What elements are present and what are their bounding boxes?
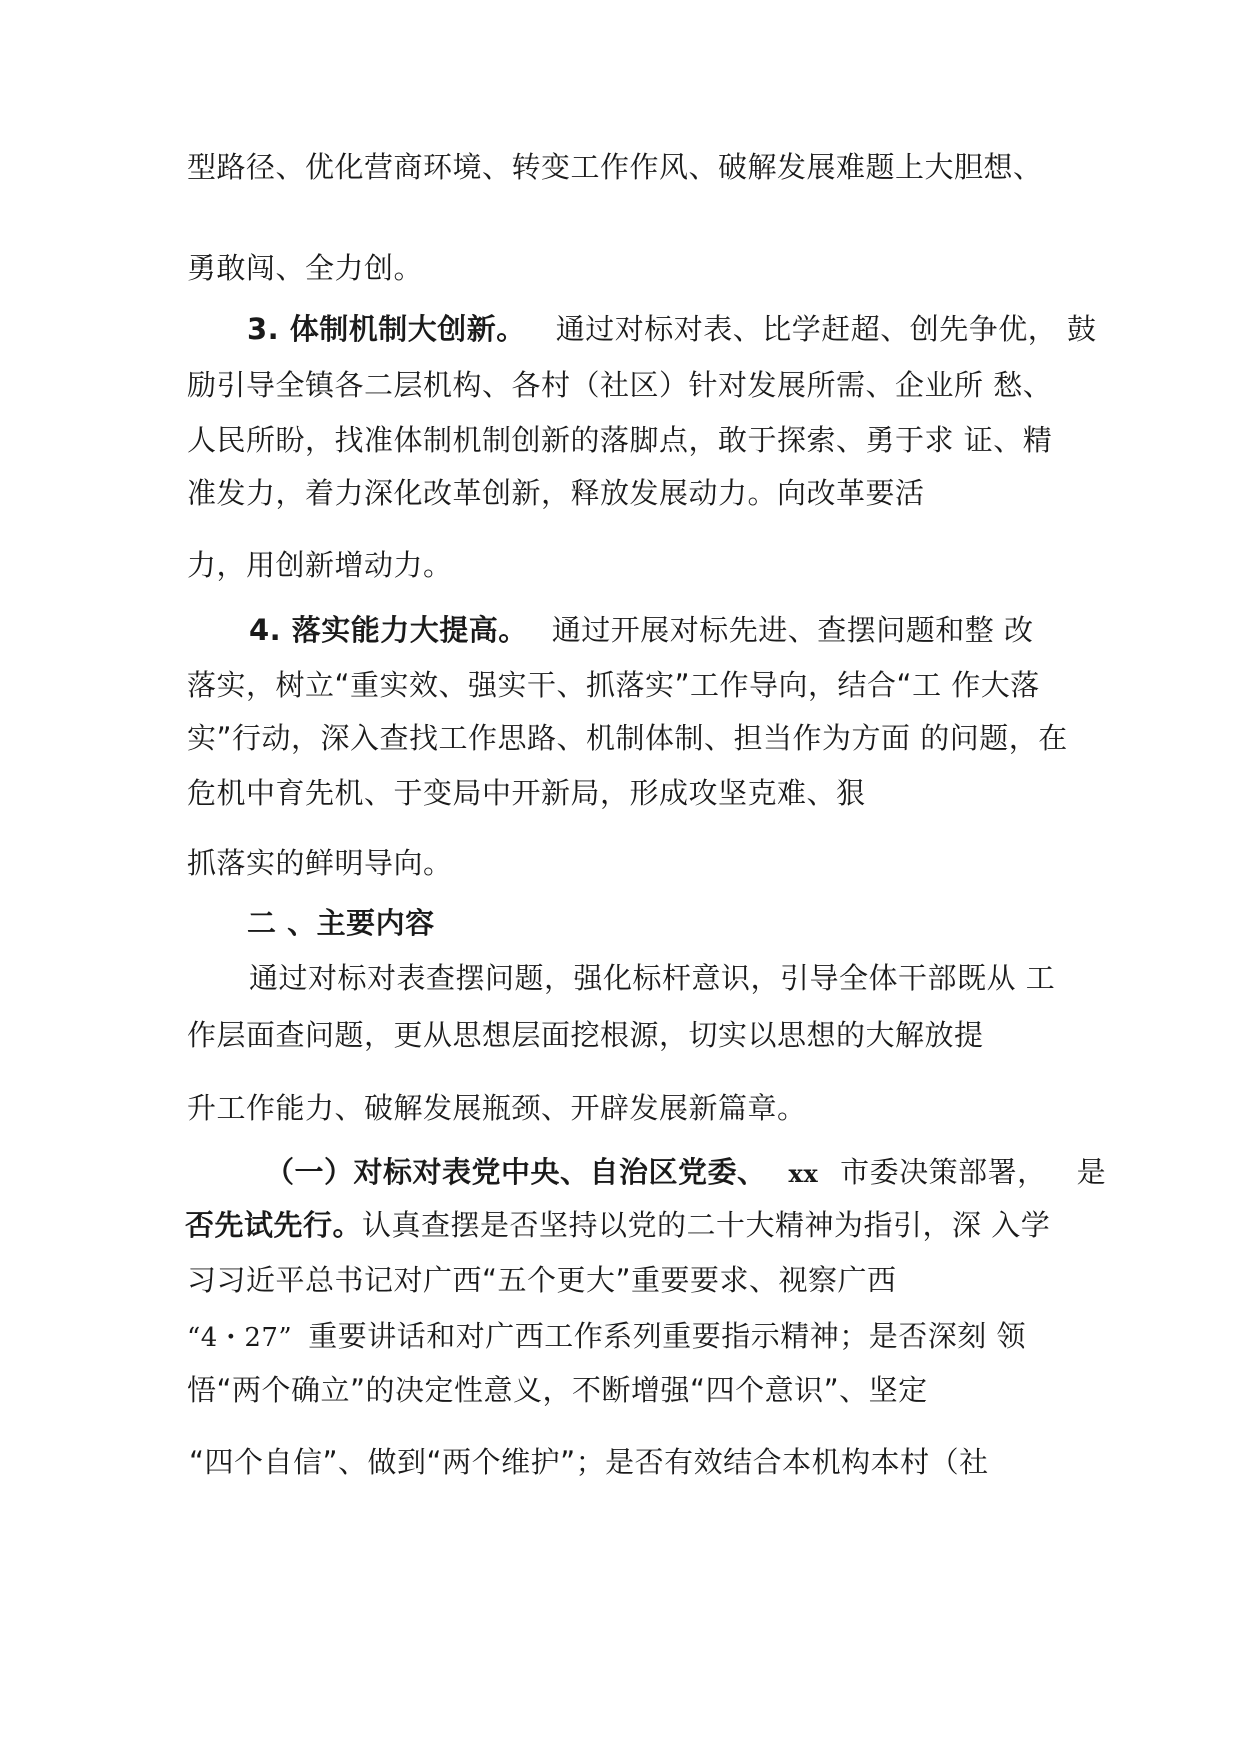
text-segment: 实”行动，深入查找工作思路、机制体制、担当作为方面 的问题，在 [187,721,1068,755]
text-segment: 力，用创新增动力。 [187,548,453,582]
numbered-heading-4 [249,610,1034,650]
text-segment: 通过对标对表查摆问题，强化标杆意识，引导全体干部既从 工 [249,961,1056,995]
text-segment: 落实，树立“重实效、强实干、抓落实”工作导向，结合“工 作大落 [187,668,1040,702]
text-segment: 抓落实的鲜明导向。 [187,846,453,880]
text-line [187,665,1040,705]
text-line [249,958,1055,998]
text-segment: “四个自信”、做到“两个维护”；是否有效结合本机构本村（社 [189,1445,989,1479]
text-segment: 准发力，着力深化改革创新，释放发展动力。向改革要活 [187,476,925,510]
text-line [187,718,1068,758]
text-segment: 通过开展对标先进、查摆问题和整 改 [551,613,1034,647]
text-segment: 重要讲话和对广西工作系列重要指示精神；是否深刻 领 [308,1319,1026,1353]
text-line [187,1260,897,1300]
text-line [187,473,925,513]
text-segment: 人民所盼，找准体制机制创新的落脚点，敢于探索、勇于求 证、精 [187,423,1053,457]
text-line [189,1442,989,1482]
quote-number: “4・27” [187,1323,293,1353]
placeholder-xx: xx [788,1159,819,1188]
text-segment: 升工作能力、破解发展瓶颈、开辟发展新篇章。 [187,1091,807,1125]
section-heading-text: 二 、主要内容 [247,906,435,940]
bold-heading: 4. 落实能力大提高。 [249,613,528,647]
text-line [185,1205,1050,1245]
text-line [187,365,1052,405]
text-segment: 励引导全镇各二层机构、各村（社区）针对发展所需、企业所 愁、 [187,368,1053,402]
text-line [187,773,866,813]
bold-heading: 3. 体制机制大创新。 [247,312,526,346]
text-segment: 悟“两个确立”的决定性意义，不断增强“四个意识”、坚定 [187,1373,928,1407]
bold-heading: 否先试先行。 [185,1208,363,1242]
numbered-heading-3 [247,309,1097,349]
text-segment: 通过对标对表、比学赶超、创先争优， 鼓 [555,312,1097,346]
text-line [187,1370,928,1410]
section-heading [247,903,435,943]
text-line [187,843,453,883]
text-segment: 危机中育先机、于变局中开新局，形成攻坚克难、狠 [187,776,866,810]
text-line [187,248,423,288]
text-line [187,1088,807,1128]
text-segment: 习习近平总书记对广西“五个更大”重要要求、视察广西 [187,1263,897,1297]
text-line [187,147,1043,187]
text-segment: 认真查摆是否坚持以党的二十大精神为指引，深 入学 [362,1208,1051,1242]
text-segment: 市委决策部署， [840,1155,1047,1189]
text-segment: 是 [1076,1155,1107,1189]
bold-heading: （一）对标对表党中央、自治区党委、 [265,1155,767,1189]
text-line [187,545,453,585]
text-segment: 作层面查问题，更从思想层面挖根源，切实以思想的大解放提 [187,1018,984,1052]
text-line [187,420,1052,460]
subsection-heading [265,1152,1106,1194]
text-segment: 型路径、优化营商环境、转变工作作风、破解发展难题上大胆想、 [187,150,1043,184]
text-segment: 勇敢闯、全力创。 [187,251,424,285]
text-line [187,1015,984,1055]
text-line [187,1316,1026,1358]
